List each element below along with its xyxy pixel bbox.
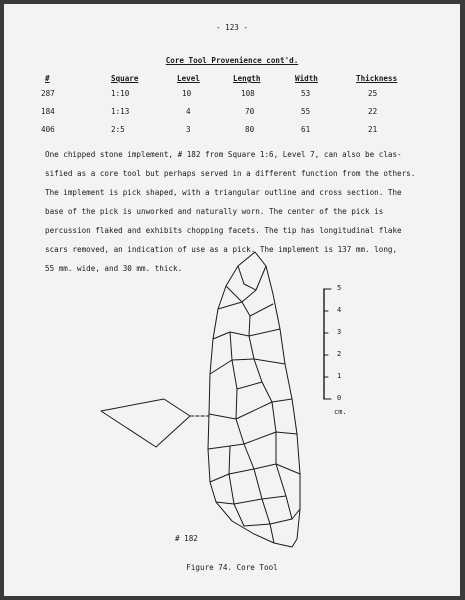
paragraph-line: The implement is pick shaped, with a triangular outline and cross section. The — [45, 188, 402, 197]
table-cell: 70 — [245, 107, 255, 116]
table-title: Core Tool Provenience cont'd. — [165, 56, 299, 65]
table-cell: 4 — [186, 107, 191, 116]
scale-label-5: 5 — [337, 284, 342, 292]
paragraph-line: scars removed, an indication of use as a pick. The implement is 137 mm. long, — [45, 245, 398, 254]
specimen-label: # 182 — [175, 534, 198, 543]
table-cell: 1:10 — [111, 89, 130, 98]
paragraph-line: sified as a core tool but perhaps served in a different function from the others. — [45, 169, 416, 178]
table-cell: 21 — [368, 125, 378, 134]
table-cell: 3 — [186, 125, 191, 134]
figure-caption: Figure 74. Core Tool — [186, 563, 278, 572]
table-header-width: Width — [295, 74, 318, 83]
table-cell: 108 — [241, 89, 255, 98]
paragraph-line: percussion flaked and exhibits chopping facets. The tip has longitudinal flake — [45, 226, 402, 235]
table-cell: 287 — [41, 89, 55, 98]
pick-cross-section — [101, 399, 190, 447]
table-cell: 1:13 — [111, 107, 130, 116]
table-header-level: Level — [177, 74, 200, 83]
document-page — [4, 4, 460, 596]
scale-label-4: 4 — [337, 306, 342, 314]
page-number: - 123 - — [215, 23, 248, 32]
table-header-thickness: Thickness — [356, 74, 398, 83]
scale-label-3: 3 — [337, 328, 342, 336]
core-tool-drawing — [4, 4, 460, 596]
table-header-number: # — [45, 74, 50, 83]
paragraph-line: base of the pick is unworked and naturally worn. The center of the pick is — [45, 207, 384, 216]
table-cell: 10 — [182, 89, 192, 98]
table-cell: 53 — [301, 89, 311, 98]
table-cell: 25 — [368, 89, 378, 98]
paragraph-line: One chipped stone implement, # 182 from Square 1:6, Level 7, can also be clas- — [45, 150, 402, 159]
scale-label-0: 0 — [337, 394, 342, 402]
table-cell: 80 — [245, 125, 255, 134]
scale-label-1: 1 — [337, 372, 342, 380]
table-header-length: Length — [233, 74, 261, 83]
scale-unit: cm. — [334, 408, 347, 416]
paragraph-line: 55 mm. wide, and 30 mm. thick. — [45, 264, 183, 273]
table-cell: 184 — [41, 107, 55, 116]
table-cell: 61 — [301, 125, 311, 134]
scale-label-2: 2 — [337, 350, 342, 358]
table-cell: 22 — [368, 107, 378, 116]
table-cell: 55 — [301, 107, 311, 116]
table-header-square: Square — [111, 74, 139, 83]
table-cell: 2:5 — [111, 125, 125, 134]
table-cell: 406 — [41, 125, 55, 134]
